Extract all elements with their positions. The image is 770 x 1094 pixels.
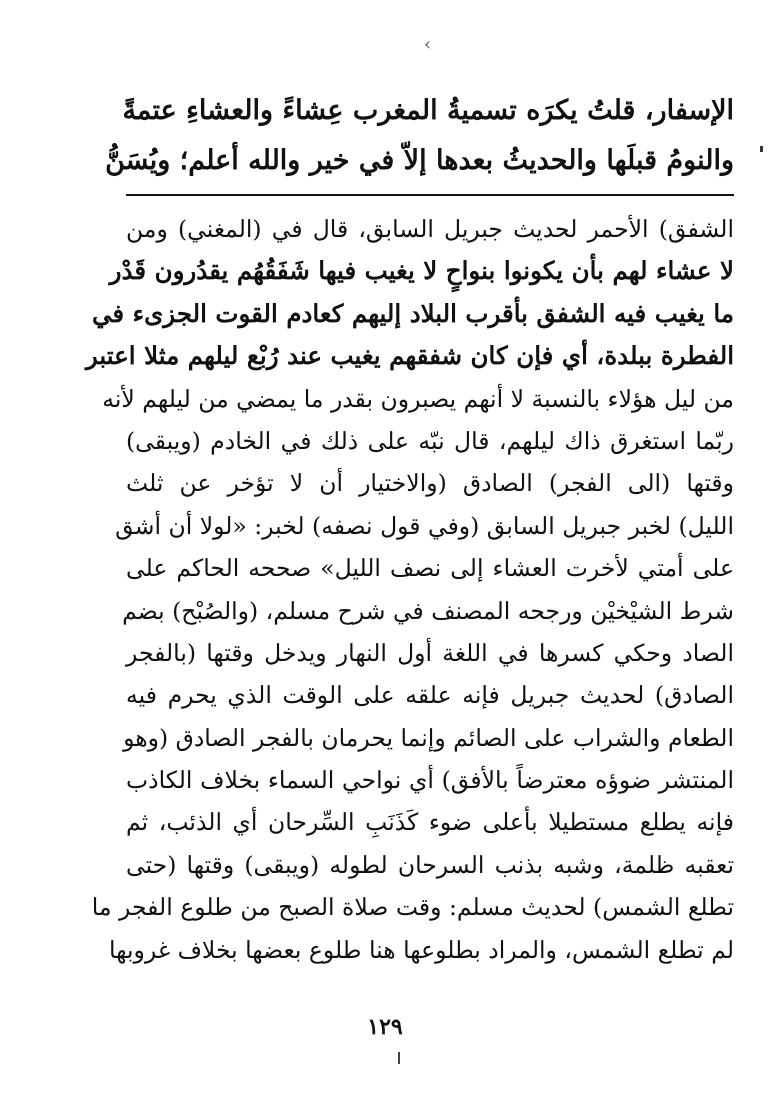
commentary-line: لا عشاء لهم بأن يكونوا بنواحٍ لا يغيب فيها شَفَقُهُم يقدُرون قَدْر: [109, 256, 734, 286]
commentary-line: ربّما استغرق ذاك ليلهم، قال نبّه على ذلك في الخادم (ويبقى): [126, 426, 734, 455]
bottom-margin-mark: [398, 1052, 400, 1064]
commentary-line: المنتشر ضوؤه معترضاً بالأفق) أي نواحي السماء بخلاف الكاذب: [126, 766, 734, 795]
top-margin-mark: ‹: [424, 34, 432, 55]
commentary-line: تطلع الشمس) لحديث مسلم: وقت صلاة الصبح من طلوع الفجر ما: [91, 893, 734, 922]
commentary-text-block: [85, 208, 734, 971]
commentary-line: الليل) لخبر جبريل السابق (وفي قول نصفه) لخبر: «لولا أن أشق: [115, 511, 734, 540]
main-text-block: [105, 86, 734, 186]
commentary-line: على أمتي لأخرت العشاء إلى نصف الليل» صححه الحاكم على: [126, 554, 734, 583]
commentary-line: الطعام والشراب على الصائم وإنما يحرمان بالفجر الصادق (وهو: [123, 723, 734, 752]
commentary-line: الشفق) الأحمر لحديث جبريل السابق، قال في (المغني) ومن: [126, 215, 734, 243]
commentary-line: لم تطلع الشمس، والمراد بطلوعها هنا طلوع بعضها بخلاف غروبها: [108, 935, 734, 964]
commentary-line: شرط الشيْخيْن ورجحه المصنف في شرح مسلم، (والصُبْح) بضم: [122, 596, 734, 625]
commentary-line: الصاد وحكي كسرها في اللغة أول النهار ويدخل وقتها (بالفجر: [126, 638, 734, 667]
commentary-line: الفطرة ببلدة، أي فإن كان شفقهم يغيب عند رُبْع ليلهم مثلا اعتبر: [85, 341, 734, 371]
section-divider: [126, 194, 734, 196]
commentary-line: تعقبه ظلمة، وشبه بذنب السرحان لطوله (ويبقى) وقتها (حتى: [126, 850, 734, 879]
main-text-line: والنومُ قبلَها والحديثُ بعدها إلاّ في خير والله أعلم؛ ويُسَنُّ: [105, 145, 734, 176]
side-margin-mark: [760, 146, 763, 152]
commentary-line: الصادق) لحديث جبريل فإنه علقه على الوقت الذي يحرم فيه: [126, 681, 734, 710]
commentary-line: وقتها (الى الفجر) الصادق (والاختيار أن لا تؤخر عن ثلث: [126, 469, 734, 498]
commentary-line: ما يغيب فيه الشفق بأقرب البلاد إليهم كعادم القوت الجزىء في: [91, 298, 734, 328]
page-number: ١٢٩: [367, 1014, 403, 1040]
main-text-line: الإسفار، قلتُ يكرَه تسميةُ المغرب عِشاءً والعشاءِ عتمةً: [122, 95, 734, 126]
commentary-line: فإنه يطلع مستطيلا بأعلى ضوء كَذَنَبِ السِّرحان أي الذئب، ثم: [126, 808, 734, 837]
commentary-line: من ليل هؤلاء بالنسبة لا أنهم يصبرون بقدر ما يمضي من ليلهم لأنه: [102, 384, 734, 413]
